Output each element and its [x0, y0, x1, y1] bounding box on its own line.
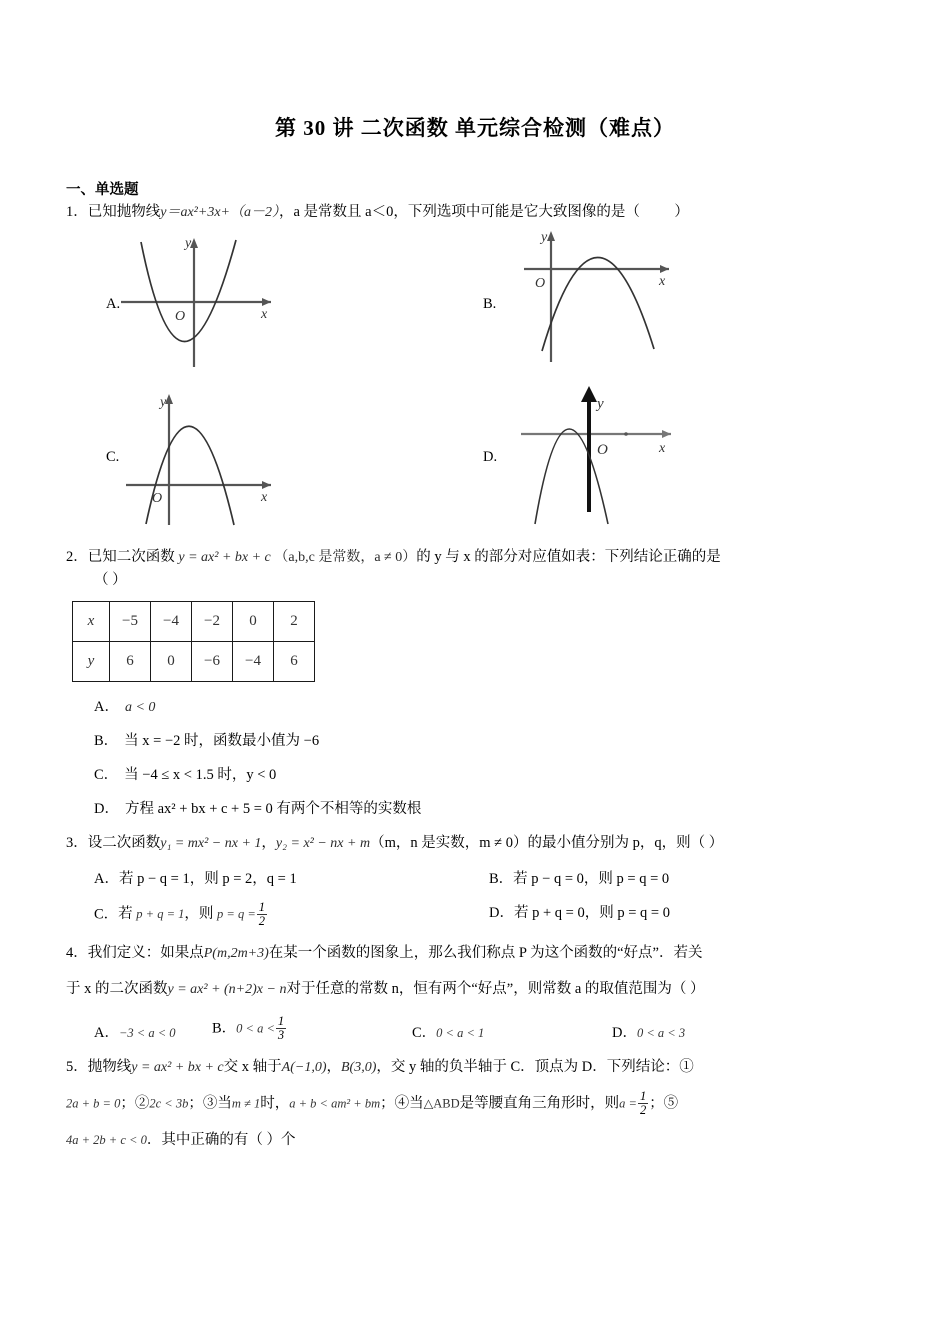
question-3-option-d-text: 若 p + q = 0，则 p = q = 0	[513, 904, 670, 921]
svg-text:O: O	[175, 309, 186, 325]
question-2-option-a-label: A．	[94, 698, 119, 715]
question-4-option-b-text: 0 < a <	[236, 1020, 275, 1035]
question-4-option-d-text: 0 < a < 3	[636, 1025, 686, 1040]
svg-text:x: x	[659, 441, 666, 457]
table-cell-x-4: 2	[274, 601, 315, 641]
svg-text:x: x	[659, 274, 666, 290]
question-4-option-b-label: B．	[212, 1019, 237, 1036]
table-row-label-y: y	[73, 641, 110, 681]
question-4-option-a	[94, 1021, 212, 1042]
question-4	[66, 942, 884, 1001]
question-3-option-c-label: C．	[94, 906, 119, 923]
svg-text:x: x	[261, 307, 268, 323]
svg-text:O: O	[597, 442, 608, 459]
question-4-option-c-text: 0 < a < 1	[436, 1025, 485, 1040]
question-4-options	[66, 1015, 884, 1042]
question-5-line-2: 2a + b = 0；②2c < 3b；③当m ≠ 1时，a + b < am² + bm；④当△ABD是等腰直角三角形时，则a = $\frac{1}{2}$ ；⑤	[66, 1089, 679, 1118]
option-b-cell	[475, 227, 884, 382]
question-2-stem-c: 的 y 与 x 的部分对应值如表：下列结论正确的是	[416, 549, 721, 566]
question-2-stem-line-2: （ ）	[94, 571, 127, 588]
question-3-option-a-text: 若 p − q = 1，则 p = 2，q = 1	[118, 870, 297, 887]
question-1-stem-mid: ，a 是常数且 a＜0，下列选项中可能是它大致图像的是（	[278, 204, 640, 220]
page-title: 第 30 讲 二次函数 单元综合检测（难点）	[275, 116, 675, 140]
question-5-point-b: B(3,0)	[340, 1059, 377, 1075]
question-3-options-row-1	[66, 867, 884, 888]
question-1-graph-options	[66, 227, 884, 532]
question-3	[66, 832, 884, 854]
question-5-line1-c: ，交 y 轴的负半轴于 C．顶点为 D．下列结论：①	[376, 1058, 694, 1075]
question-5-comma: ，	[326, 1058, 341, 1075]
question-3-option-b-text: 若 p − q = 0，则 p = q = 0	[513, 870, 670, 887]
question-4-stem-line-2	[66, 978, 884, 1000]
question-1	[66, 201, 884, 223]
question-5-sep-6: ；⑤	[649, 1095, 679, 1112]
question-4-formula: y = ax² + (n+2)x − n	[167, 982, 287, 998]
table-cell-x-0: −5	[110, 601, 151, 641]
question-4-stem-line2-a: 于 x 的二次函数	[66, 981, 168, 998]
question-2-option-d-label: D．	[94, 800, 119, 817]
question-1-formula: y＝ax²+3x+（a－2）	[160, 205, 279, 220]
question-4-stem-b: 在某一个函数的图象上，那么我们称点 P 为这个函数的“好点”．若关	[268, 945, 703, 962]
question-5-line1-b: 交 x 轴于	[223, 1058, 282, 1075]
question-3-option-d	[489, 901, 884, 928]
question-2-option-b-text: 当 x = −2 时，函数最小值为 −6	[124, 732, 320, 749]
question-2-option-c-label: C．	[94, 766, 119, 783]
table-cell-x-3: 0	[233, 601, 274, 641]
question-1-stem-suffix: ）	[674, 204, 689, 220]
option-d-graph	[509, 382, 699, 532]
table-row-x	[73, 601, 315, 641]
question-5-line-1	[66, 1056, 884, 1078]
question-5-line-3	[66, 1129, 884, 1151]
question-2-stem-line-1	[66, 546, 884, 568]
question-4-option-c-label: C．	[412, 1024, 437, 1041]
question-2-option-c-text: 当 −4 ≤ x < 1.5 时，y < 0	[124, 766, 277, 783]
question-5-triangle: △ABD	[423, 1096, 460, 1111]
question-3-formula-2: y₂ = x² − nx + m	[275, 835, 371, 851]
option-a-cell	[66, 227, 475, 382]
question-3-option-c-text: 若 p + q = 1，则 p = q = $\frac{1}{2}$	[118, 899, 266, 928]
table-cell-x-2: −2	[192, 601, 233, 641]
question-5-line1-a: 抛物线	[87, 1058, 132, 1075]
question-2-option-b	[66, 729, 884, 750]
question-3-option-d-label: D．	[489, 904, 514, 921]
question-2-option-d	[66, 797, 884, 818]
question-4-option-a-text: −3 < a < 0	[118, 1025, 176, 1040]
question-5-point-a: A(−1,0)	[281, 1059, 327, 1075]
question-3-option-c	[94, 901, 489, 928]
question-3-comma: ，	[261, 834, 276, 851]
question-3-stem-a: 设二次函数	[87, 834, 161, 851]
question-1-stem-prefix: 已知抛物线	[87, 204, 161, 220]
question-2-number: 2．	[66, 549, 88, 566]
question-4-stem-a: 我们定义：如果点	[87, 945, 204, 962]
question-4-point: P(m,2m+3)	[203, 946, 269, 962]
option-b-graph	[509, 227, 699, 382]
svg-text:y: y	[185, 236, 192, 252]
option-c-graph	[106, 382, 296, 532]
question-1-answer-blank	[640, 204, 675, 220]
question-5-sep-2: ；③当	[188, 1095, 232, 1112]
question-5-stmt-6-prefix: a =	[619, 1096, 637, 1111]
question-4-option-d-label: D．	[612, 1024, 637, 1041]
question-5-stmt-5: 4a + 2b + c < 0	[66, 1133, 147, 1148]
option-d-label: D.	[483, 448, 498, 465]
question-5-sep-1: ；②	[120, 1095, 150, 1112]
question-4-option-a-label: A．	[94, 1024, 119, 1041]
question-2-stem-a: 已知二次函数	[87, 549, 175, 566]
graph-row-1	[66, 227, 884, 382]
option-b-label: B.	[483, 296, 497, 313]
question-2-option-b-label: B．	[94, 732, 119, 749]
option-a-label: A.	[106, 296, 121, 313]
question-2-option-a	[66, 695, 884, 716]
question-5-stmt-2: 2c < 3b	[149, 1096, 189, 1111]
table-cell-y-3: −4	[233, 641, 274, 681]
question-3-number: 3．	[66, 834, 88, 851]
question-5-line3-tail: ．其中正确的有（ ）个	[146, 1132, 296, 1149]
question-2-formula: y = ax² + bx + c	[178, 550, 271, 566]
question-3-option-a	[94, 867, 489, 888]
question-5-sep-5: 是等腰直角三角形时，则	[459, 1095, 620, 1112]
question-5-sep-4: ；④当	[380, 1095, 424, 1112]
question-4-option-d	[612, 1021, 792, 1042]
question-2-value-table	[72, 601, 315, 682]
option-d-cell	[475, 382, 884, 532]
question-2-option-c	[66, 763, 884, 784]
table-cell-y-1: 0	[151, 641, 192, 681]
option-a-graph	[106, 232, 296, 377]
table-cell-y-2: −6	[192, 641, 233, 681]
section-heading: 一、单选题	[66, 182, 139, 198]
question-4-stem-line2-b: 对于任意的常数 n，恒有两个“好点”，则常数 a 的取值范围为（ ）	[286, 981, 705, 998]
question-3-options-row-2	[66, 901, 884, 928]
graph-row-2	[66, 382, 884, 532]
option-c-label: C.	[106, 448, 120, 465]
table-row-label-x: x	[73, 601, 110, 641]
question-5-stmt-1: 2a + b = 0	[66, 1096, 121, 1111]
question-4-option-c	[412, 1021, 612, 1042]
question-5-formula: y = ax² + bx + c	[131, 1059, 224, 1075]
svg-text:y: y	[541, 230, 548, 246]
question-5-number: 5．	[66, 1058, 88, 1075]
question-2-option-a-text: a < 0	[124, 699, 156, 715]
question-3-stem-b: （m，n 是实数，m ≠ 0）的最小值分别为 p，q，则（ ）	[370, 834, 724, 851]
question-1-number: 1．	[66, 204, 88, 220]
question-4-option-b: B．0 < a < $\frac{1}{3}$	[212, 1013, 285, 1042]
question-4-stem-line-1	[66, 942, 884, 964]
table-row-y	[73, 641, 315, 681]
question-2-conditions: （a,b,c 是常数，a ≠ 0）	[274, 550, 417, 566]
svg-text:y: y	[597, 396, 604, 413]
question-4-number: 4．	[66, 945, 88, 962]
svg-text:O: O	[535, 276, 546, 292]
option-c-cell	[66, 382, 475, 532]
question-5-stmt-3: m ≠ 1	[231, 1096, 261, 1111]
question-3-option-b	[489, 867, 884, 888]
question-2-option-d-text: 方程 ax² + bx + c + 5 = 0 有两个不相等的实数根	[124, 800, 422, 817]
svg-text:O: O	[152, 491, 163, 507]
question-3-option-b-label: B．	[489, 870, 514, 887]
svg-text:y: y	[160, 395, 167, 411]
question-5-stmt-4: a + b < am² + bm	[289, 1096, 381, 1111]
question-3-formula-1: y₁ = mx² − nx + 1	[160, 835, 262, 851]
question-5	[66, 1056, 884, 1152]
question-5-sep-3: 时，	[260, 1095, 290, 1112]
svg-text:x: x	[261, 490, 268, 506]
question-3-option-a-label: A．	[94, 870, 119, 887]
table-cell-x-1: −4	[151, 601, 192, 641]
question-2	[66, 546, 884, 590]
table-cell-y-0: 6	[110, 641, 151, 681]
table-cell-y-4: 6	[274, 641, 315, 681]
